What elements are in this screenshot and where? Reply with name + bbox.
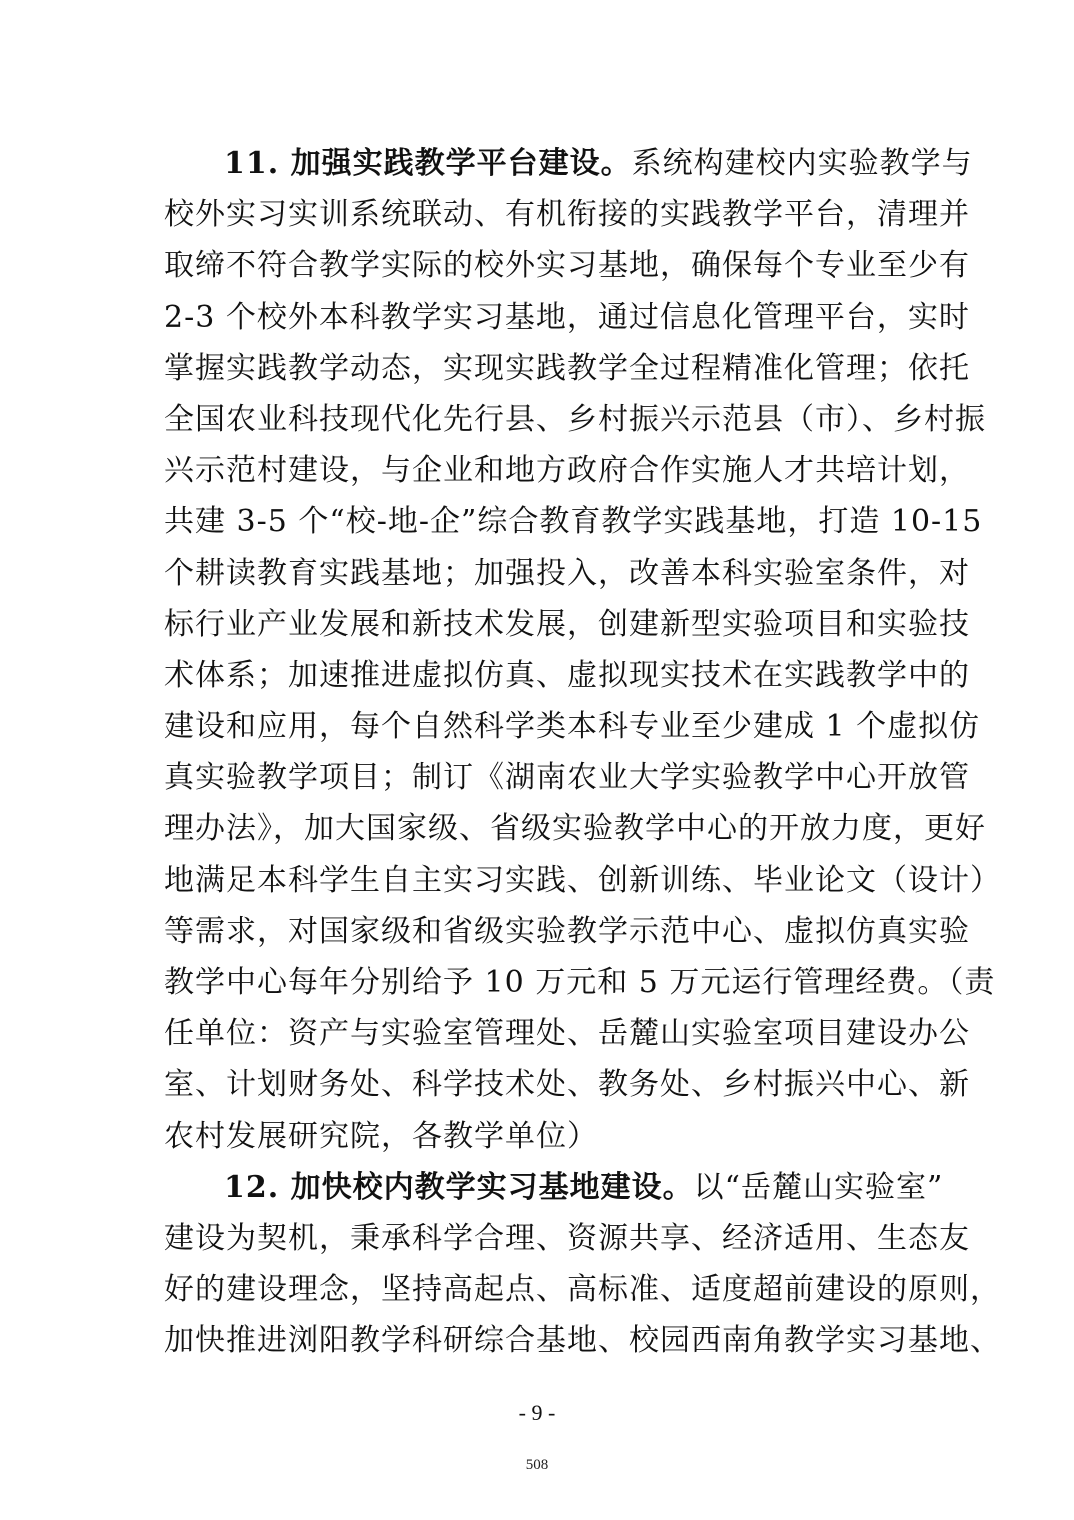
paragraph-line: 加快推进浏阳教学科研综合基地、校园西南角教学实习基地、 [164,1323,1001,1359]
paragraph-line: 掌握实践教学动态，实现实践教学全过程精准化管理；依托 [164,350,970,386]
paragraph-line: 兴示范村建设，与企业和地方政府合作实施人才共培计划， [164,453,970,489]
paragraph-line [164,1162,944,1213]
paragraph-line: 任单位：资产与实验室管理处、岳麓山实验室项目建设办公 [164,1016,970,1052]
paragraph-text: 系统构建校内实验教学与 [631,146,973,181]
paragraph-line: 2-3 个校外本科教学实习基地，通过信息化管理平台，实时 [164,299,970,335]
paragraph-line: 全国农业科技现代化先行县、乡村振兴示范县（市）、乡村振 [164,401,986,437]
document-sequence-number: 508 [525,1457,549,1473]
document-body [164,138,1001,1367]
paragraph-line: 真实验教学项目；制订《湖南农业大学实验教学中心开放管 [164,760,970,796]
paragraph-line: 理办法》，加大国家级、省级实验教学中心的开放力度，更好 [164,811,986,847]
paragraph-line: 室、计划财务处、科学技术处、教务处、乡村振兴中心、新 [164,1067,970,1103]
paragraph-line: 术体系；加速推进虚拟仿真、虚拟现实技术在实践教学中的 [164,657,970,693]
paragraph-line [164,138,973,189]
paragraph-line: 标行业产业发展和新技术发展，创建新型实验项目和实验技 [164,606,970,642]
paragraph-line: 个耕读教育实践基地；加强投入，改善本科实验室条件，对 [164,555,970,591]
section-heading: 11. 加强实践教学平台建设。 [224,146,632,181]
paragraph-text: 以“岳麓山实验室” [693,1169,944,1205]
paragraph-line: 地满足本科学生自主实习实践、创新训练、毕业论文（设计） [164,862,1001,898]
paragraph-line: 校外实习实训系统联动、有机衔接的实践教学平台，清理并 [164,197,970,233]
paragraph-line: 共建 3-5 个“校-地-企”综合教育教学实践基地，打造 10-15 [164,504,983,540]
paragraph-line: 教学中心每年分别给予 10 万元和 5 万元运行管理经费。（责 [164,965,996,1000]
paragraph-line: 等需求，对国家级和省级实验教学示范中心、虚拟仿真实验 [164,913,970,949]
paragraph-line: 好的建设理念，坚持高起点、高标准、适度超前建设的原则， [164,1272,1001,1308]
section-heading: 12. 加快校内教学实习基地建设。 [224,1169,694,1205]
paragraph-line: 建设为契机，秉承科学合理、资源共享、经济适用、生态友 [164,1220,970,1256]
paragraph-line: 农村发展研究院，各教学单位） [164,1118,598,1154]
paragraph-line: 建设和应用，每个自然科学类本科专业至少建成 1 个虚拟仿 [164,709,981,745]
page-number: - 9 - [518,1400,556,1425]
paragraph-line: 取缔不符合教学实际的校外实习基地，确保每个专业至少有 [164,248,970,284]
